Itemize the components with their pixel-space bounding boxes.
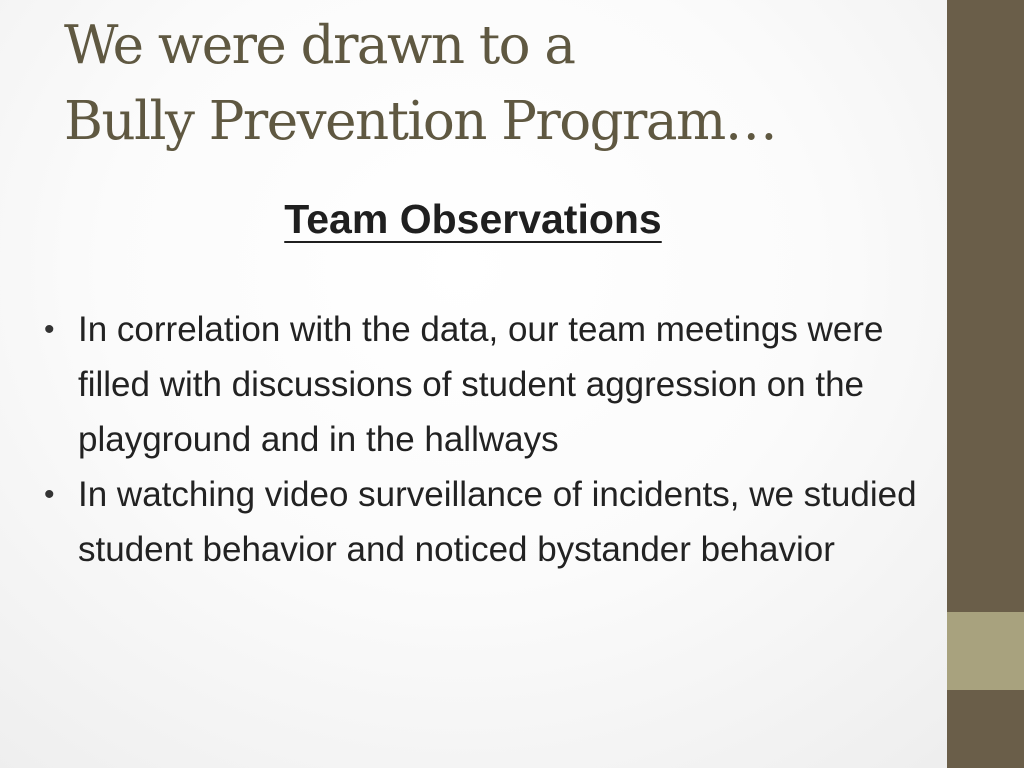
bullet-dot-icon: • [44, 313, 55, 346]
bullet-text: In watching video surveillance of incidents, we studied student behavior and noticed bystander behavior [78, 475, 917, 569]
slide-title [64, 8, 776, 160]
bullet-item [44, 467, 924, 577]
slide-subtitle [0, 190, 946, 248]
slide-title-line-2: Bully Prevention Program… [64, 91, 777, 152]
right-sidebar-bar [947, 0, 1024, 768]
slide-title-line-1: We were drawn to a [64, 15, 575, 76]
bullet-list [44, 302, 924, 577]
slide-subtitle-text: Team Observations [284, 196, 662, 242]
sidebar-accent-block [947, 612, 1024, 690]
bullet-item [44, 302, 924, 467]
bullet-dot-icon: • [44, 478, 55, 511]
bullet-text: In correlation with the data, our team meetings were filled with discussions of student aggression on the playground and in the hallways [78, 310, 884, 459]
